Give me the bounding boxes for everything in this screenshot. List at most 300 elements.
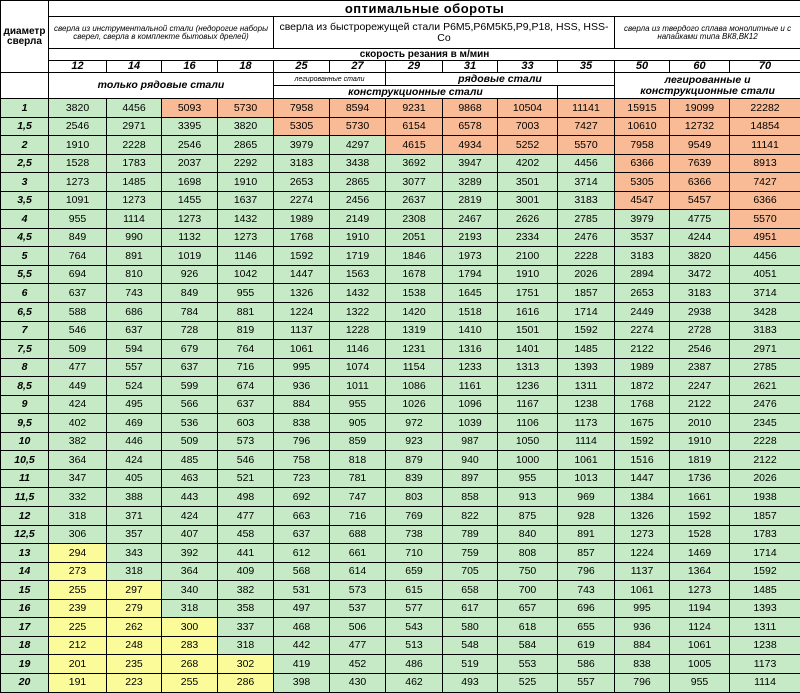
rpm-cell: 1086	[386, 377, 443, 396]
rpm-cell: 2026	[558, 265, 615, 284]
rpm-cell: 297	[107, 581, 162, 600]
rpm-cell: 3183	[730, 321, 800, 340]
rpm-cell: 972	[386, 414, 443, 433]
table-row	[1, 599, 800, 618]
diameter-cell: 10,5	[1, 451, 49, 470]
rpm-cell: 2546	[162, 136, 218, 155]
rpm-cell: 657	[498, 599, 558, 618]
rpm-cell: 1039	[443, 414, 498, 433]
rpm-cell: 2819	[443, 191, 498, 210]
rpm-cell: 987	[443, 432, 498, 451]
rpm-cell: 1061	[558, 451, 615, 470]
rpm-cell: 3947	[443, 154, 498, 173]
rpm-cell: 819	[218, 321, 274, 340]
rpm-cell: 1783	[107, 154, 162, 173]
rpm-cell: 553	[498, 655, 558, 674]
rpm-cell: 1910	[330, 228, 386, 247]
rpm-cell: 692	[274, 488, 330, 507]
rpm-cell: 1233	[443, 358, 498, 377]
table-row	[1, 136, 800, 155]
table-row	[1, 210, 800, 229]
rpm-cell: 2345	[730, 414, 800, 433]
rpm-cell: 659	[386, 562, 443, 581]
diameter-cell: 8	[1, 358, 49, 377]
rpm-cell: 5093	[162, 99, 218, 118]
rpm-cell: 743	[558, 581, 615, 600]
rpm-cell: 1091	[49, 191, 107, 210]
rpm-cell: 759	[443, 544, 498, 563]
rpm-cell: 810	[107, 265, 162, 284]
table-row	[1, 191, 800, 210]
rpm-cell: 905	[330, 414, 386, 433]
rpm-cell: 546	[49, 321, 107, 340]
rpm-cell: 3395	[162, 117, 218, 136]
rpm-cell: 796	[558, 562, 615, 581]
rpm-cell: 969	[558, 488, 615, 507]
rpm-cell: 2228	[107, 136, 162, 155]
rpm-cell: 764	[49, 247, 107, 266]
rpm-cell: 286	[218, 673, 274, 692]
table-row	[1, 173, 800, 192]
hss-drill-title: сверла из быстрорежущей стали Р6М5,Р6М5К5,Р9,Р18, HSS, HSS-Co	[274, 17, 615, 49]
table-row	[1, 321, 800, 340]
rpm-cell: 923	[386, 432, 443, 451]
rpm-cell: 3183	[274, 154, 330, 173]
rpm-cell: 546	[218, 451, 274, 470]
table-row	[1, 358, 800, 377]
rpm-cell: 477	[330, 636, 386, 655]
rpm-cell: 3289	[443, 173, 498, 192]
rpm-cell: 1311	[730, 618, 800, 637]
rpm-cell: 1061	[274, 340, 330, 359]
speed-header-35: 35	[558, 61, 615, 73]
rpm-cell: 1857	[558, 284, 615, 303]
rpm-cell: 879	[386, 451, 443, 470]
table-row	[1, 395, 800, 414]
rpm-cell: 409	[218, 562, 274, 581]
diameter-cell: 7,5	[1, 340, 49, 359]
rpm-cell: 1042	[218, 265, 274, 284]
rpm-cell: 300	[162, 618, 218, 637]
rpm-cell: 839	[386, 469, 443, 488]
rpm-cell: 4202	[498, 154, 558, 173]
rpm-cell: 358	[218, 599, 274, 618]
rpm-cell: 995	[274, 358, 330, 377]
rpm-cell: 674	[218, 377, 274, 396]
rpm-cell: 340	[162, 581, 218, 600]
rpm-cell: 1592	[558, 321, 615, 340]
rpm-cell: 637	[49, 284, 107, 303]
rpm-cell: 1224	[274, 303, 330, 322]
table-row	[1, 673, 800, 692]
rpm-cell: 477	[49, 358, 107, 377]
table-row	[1, 340, 800, 359]
rpm-cell: 4456	[558, 154, 615, 173]
rpm-cell: 2456	[330, 191, 386, 210]
rpm-cell: 2100	[498, 247, 558, 266]
rpm-cell: 1846	[386, 247, 443, 266]
rpm-cell: 663	[274, 507, 330, 526]
rpm-cell: 926	[162, 265, 218, 284]
rpm-cell: 5457	[670, 191, 730, 210]
rpm-cell: 1401	[498, 340, 558, 359]
speed-header-16: 16	[162, 61, 218, 73]
speed-header-27: 27	[330, 61, 386, 73]
rpm-cell: 2122	[670, 395, 730, 414]
rpm-cell: 1768	[615, 395, 670, 414]
rpm-cell: 838	[615, 655, 670, 674]
rpm-cell: 6366	[670, 173, 730, 192]
rpm-cell: 2865	[330, 173, 386, 192]
rpm-cell: 2274	[274, 191, 330, 210]
rpm-cell: 1238	[730, 636, 800, 655]
diameter-cell: 1,5	[1, 117, 49, 136]
rpm-cell: 223	[107, 673, 162, 692]
rpm-cell: 1661	[670, 488, 730, 507]
rpm-cell: 306	[49, 525, 107, 544]
table-row	[1, 451, 800, 470]
rpm-cell: 398	[274, 673, 330, 692]
diameter-cell: 2,5	[1, 154, 49, 173]
rpm-cell: 1238	[558, 395, 615, 414]
rpm-cell: 462	[386, 673, 443, 692]
table-row	[1, 507, 800, 526]
rpm-cell: 248	[107, 636, 162, 655]
rpm-cell: 619	[558, 636, 615, 655]
table-row	[1, 525, 800, 544]
table-title: оптимальные обороты	[49, 1, 800, 17]
rpm-cell: 1273	[218, 228, 274, 247]
diameter-cell: 6	[1, 284, 49, 303]
rpm-cell: 577	[386, 599, 443, 618]
rpm-cell: 1364	[670, 562, 730, 581]
rpm-cell: 1989	[274, 210, 330, 229]
rpm-cell: 1637	[218, 191, 274, 210]
rpm-cell: 5730	[330, 117, 386, 136]
rpm-cell: 4934	[443, 136, 498, 155]
rpm-cell: 940	[443, 451, 498, 470]
rpm-cell: 548	[443, 636, 498, 655]
rpm-cell: 521	[218, 469, 274, 488]
rpm-cell: 498	[218, 488, 274, 507]
rpm-cell: 2971	[107, 117, 162, 136]
rpm-cell: 1432	[330, 284, 386, 303]
rpm-cell: 2387	[670, 358, 730, 377]
rpm-cell: 7427	[730, 173, 800, 192]
rpm-cell: 486	[386, 655, 443, 674]
speed-header-70: 70	[730, 61, 800, 73]
rpm-cell: 2621	[730, 377, 800, 396]
diameter-cell: 9,5	[1, 414, 49, 433]
rpm-cell: 262	[107, 618, 162, 637]
rpm-cell: 955	[49, 210, 107, 229]
rpm-cell: 3001	[498, 191, 558, 210]
rpm-cell: 543	[386, 618, 443, 637]
rpm-cell: 1019	[162, 247, 218, 266]
rpm-cell: 493	[443, 673, 498, 692]
rpm-cell: 2894	[615, 265, 670, 284]
rpm-cell: 897	[443, 469, 498, 488]
rpm-cell: 1026	[386, 395, 443, 414]
rpm-cell: 3472	[670, 265, 730, 284]
rpm-cell: 3438	[330, 154, 386, 173]
rpm-cell: 2037	[162, 154, 218, 173]
rpm-cell: 3820	[218, 117, 274, 136]
alloyed-steel-note: легированные стали	[274, 73, 386, 86]
rpm-cell: 536	[162, 414, 218, 433]
rpm-cell: 913	[498, 488, 558, 507]
rpm-cell: 506	[330, 618, 386, 637]
rpm-cell: 430	[330, 673, 386, 692]
rpm-cell: 519	[443, 655, 498, 674]
rpm-cell: 402	[49, 414, 107, 433]
rpm-cell: 1124	[670, 618, 730, 637]
rpm-cell: 12732	[670, 117, 730, 136]
rpm-cell: 2637	[386, 191, 443, 210]
rpm-cell: 584	[498, 636, 558, 655]
rpm-cell: 586	[558, 655, 615, 674]
rpm-cell: 1050	[498, 432, 558, 451]
rpm-cell: 1989	[615, 358, 670, 377]
rpm-cell: 449	[49, 377, 107, 396]
rpm-cell: 3714	[730, 284, 800, 303]
rpm-cell: 2247	[670, 377, 730, 396]
rpm-cell: 2865	[218, 136, 274, 155]
rpm-cell: 728	[162, 321, 218, 340]
rpm-cell: 3820	[49, 99, 107, 118]
rpm-cell: 337	[218, 618, 274, 637]
rpm-cell: 3183	[615, 247, 670, 266]
rpm-cell: 5570	[730, 210, 800, 229]
rpm-cell: 318	[218, 636, 274, 655]
rpm-cell: 568	[274, 562, 330, 581]
rpm-cell: 10504	[498, 99, 558, 118]
rpm-cell: 1794	[443, 265, 498, 284]
rpm-cell: 4615	[386, 136, 443, 155]
rpm-cell: 1096	[443, 395, 498, 414]
rpm-cell: 405	[107, 469, 162, 488]
rpm-cell: 509	[162, 432, 218, 451]
rpm-cell: 1316	[443, 340, 498, 359]
rpm-cell: 618	[498, 618, 558, 637]
rpm-cell: 1973	[443, 247, 498, 266]
table-row	[1, 414, 800, 433]
rpm-cell: 524	[107, 377, 162, 396]
rpm-cell: 2467	[443, 210, 498, 229]
rpm-cell: 424	[107, 451, 162, 470]
table-row	[1, 154, 800, 173]
rpm-cell: 557	[107, 358, 162, 377]
rpm-cell: 2193	[443, 228, 498, 247]
rpm-cell: 6366	[730, 191, 800, 210]
diameter-spacer	[1, 73, 49, 99]
rpm-cell: 4456	[107, 99, 162, 118]
diameter-cell: 16	[1, 599, 49, 618]
speed-header-33: 33	[498, 61, 558, 73]
header-filler	[558, 86, 615, 99]
rpm-cell: 2334	[498, 228, 558, 247]
rpm-cell: 7639	[670, 154, 730, 173]
rpm-cell: 468	[274, 618, 330, 637]
rpm-cell: 3714	[558, 173, 615, 192]
rpm-cell: 594	[107, 340, 162, 359]
rpm-cell: 7958	[615, 136, 670, 155]
rpm-cell: 1173	[558, 414, 615, 433]
diameter-cell: 20	[1, 673, 49, 692]
rpm-cell: 1319	[386, 321, 443, 340]
diameter-cell: 2	[1, 136, 49, 155]
rpm-cell: 9231	[386, 99, 443, 118]
rpm-cell: 6366	[615, 154, 670, 173]
table-row	[1, 265, 800, 284]
rpm-cell: 655	[558, 618, 615, 637]
rpm-cell: 838	[274, 414, 330, 433]
rpm-cell: 637	[162, 358, 218, 377]
rpm-cell: 1326	[274, 284, 330, 303]
diameter-header: диаметр сверла	[1, 1, 49, 73]
rpm-cell: 1005	[670, 655, 730, 674]
rpm-cell: 1592	[615, 432, 670, 451]
rpm-cell: 849	[49, 228, 107, 247]
rpm-cell: 2546	[49, 117, 107, 136]
rpm-cell: 723	[274, 469, 330, 488]
diameter-cell: 6,5	[1, 303, 49, 322]
diameter-cell: 17	[1, 618, 49, 637]
table-row	[1, 99, 800, 118]
rpm-cell: 2010	[670, 414, 730, 433]
rpm-cell: 1273	[162, 210, 218, 229]
rpm-cell: 955	[218, 284, 274, 303]
rpm-cell: 7427	[558, 117, 615, 136]
table-row	[1, 377, 800, 396]
rpm-cell: 4244	[670, 228, 730, 247]
rpm-cell: 4775	[670, 210, 730, 229]
rpm-cell: 679	[162, 340, 218, 359]
rpm-cell: 3428	[730, 303, 800, 322]
rpm-cell: 612	[274, 544, 330, 563]
diameter-cell: 5,5	[1, 265, 49, 284]
rpm-cell: 1518	[443, 303, 498, 322]
diameter-cell: 5	[1, 247, 49, 266]
rpm-cell: 19099	[670, 99, 730, 118]
speed-header-14: 14	[107, 61, 162, 73]
rpm-cell: 1273	[615, 525, 670, 544]
rpm-cell: 2546	[670, 340, 730, 359]
rpm-cell: 1228	[330, 321, 386, 340]
diameter-cell: 13	[1, 544, 49, 563]
rpm-cell: 936	[615, 618, 670, 637]
diameter-cell: 4,5	[1, 228, 49, 247]
diameter-cell: 18	[1, 636, 49, 655]
diameter-cell: 3,5	[1, 191, 49, 210]
rpm-cell: 2122	[730, 451, 800, 470]
rpm-cell: 990	[107, 228, 162, 247]
rpm-cell: 441	[218, 544, 274, 563]
rpm-cell: 588	[49, 303, 107, 322]
rpm-cell: 1783	[730, 525, 800, 544]
rpm-cell: 884	[615, 636, 670, 655]
rpm-cell: 822	[443, 507, 498, 526]
only-ordinary-note: только рядовые стали	[49, 73, 274, 99]
rpm-cell: 599	[162, 377, 218, 396]
rpm-cell: 1013	[558, 469, 615, 488]
rpm-cell: 758	[274, 451, 330, 470]
rpm-cell: 1322	[330, 303, 386, 322]
diameter-cell: 10	[1, 432, 49, 451]
rpm-cell: 716	[218, 358, 274, 377]
rpm-cell: 849	[162, 284, 218, 303]
rpm-cell: 686	[107, 303, 162, 322]
rpm-cell: 1384	[615, 488, 670, 507]
table-row	[1, 562, 800, 581]
rpm-cell: 525	[498, 673, 558, 692]
rpm-cell: 1132	[162, 228, 218, 247]
table-row	[1, 618, 800, 637]
rpm-cell: 318	[162, 599, 218, 618]
diameter-cell: 12,5	[1, 525, 49, 544]
rpm-cell: 3077	[386, 173, 443, 192]
table-row	[1, 247, 800, 266]
rpm-cell: 4547	[615, 191, 670, 210]
rpm-cell: 4051	[730, 265, 800, 284]
rpm-cell: 3979	[615, 210, 670, 229]
rpm-cell: 1173	[730, 655, 800, 674]
rpm-cell: 1137	[615, 562, 670, 581]
rpm-cell: 1447	[274, 265, 330, 284]
rpm-cell: 5305	[274, 117, 330, 136]
rpm-cell: 955	[498, 469, 558, 488]
rpm-cell: 1857	[730, 507, 800, 526]
rpm-cell: 1161	[443, 377, 498, 396]
rpm-cell: 995	[615, 599, 670, 618]
rpm-cell: 1563	[330, 265, 386, 284]
rpm-cell: 1645	[443, 284, 498, 303]
rpm-cell: 1273	[49, 173, 107, 192]
speed-header-25: 25	[274, 61, 330, 73]
rpm-cell: 1393	[558, 358, 615, 377]
rpm-cell: 1768	[274, 228, 330, 247]
table-row	[1, 284, 800, 303]
rpm-cell: 2785	[558, 210, 615, 229]
rpm-cell: 392	[162, 544, 218, 563]
diameter-cell: 9	[1, 395, 49, 414]
rpm-cell: 955	[670, 673, 730, 692]
rpm-cell: 1910	[670, 432, 730, 451]
rpm-cell: 603	[218, 414, 274, 433]
rpm-cell: 1000	[498, 451, 558, 470]
rpm-cell: 1410	[443, 321, 498, 340]
rpm-cell: 6154	[386, 117, 443, 136]
rpm-cell: 9868	[443, 99, 498, 118]
rpm-cell: 343	[107, 544, 162, 563]
rpm-cell: 7003	[498, 117, 558, 136]
rpm-cell: 781	[330, 469, 386, 488]
rpm-cell: 617	[443, 599, 498, 618]
rpm-cell: 3537	[615, 228, 670, 247]
rpm-cell: 8913	[730, 154, 800, 173]
rpm-cell: 1910	[49, 136, 107, 155]
rpm-cell: 279	[107, 599, 162, 618]
rpm-cell: 2728	[670, 321, 730, 340]
rpm-cell: 2653	[274, 173, 330, 192]
rpm-cell: 955	[330, 395, 386, 414]
rpm-cell: 2653	[615, 284, 670, 303]
speed-header-12: 12	[49, 61, 107, 73]
rpm-cell: 5305	[615, 173, 670, 192]
diameter-cell: 4	[1, 210, 49, 229]
rpm-cell: 1485	[730, 581, 800, 600]
rpm-cell: 3183	[558, 191, 615, 210]
